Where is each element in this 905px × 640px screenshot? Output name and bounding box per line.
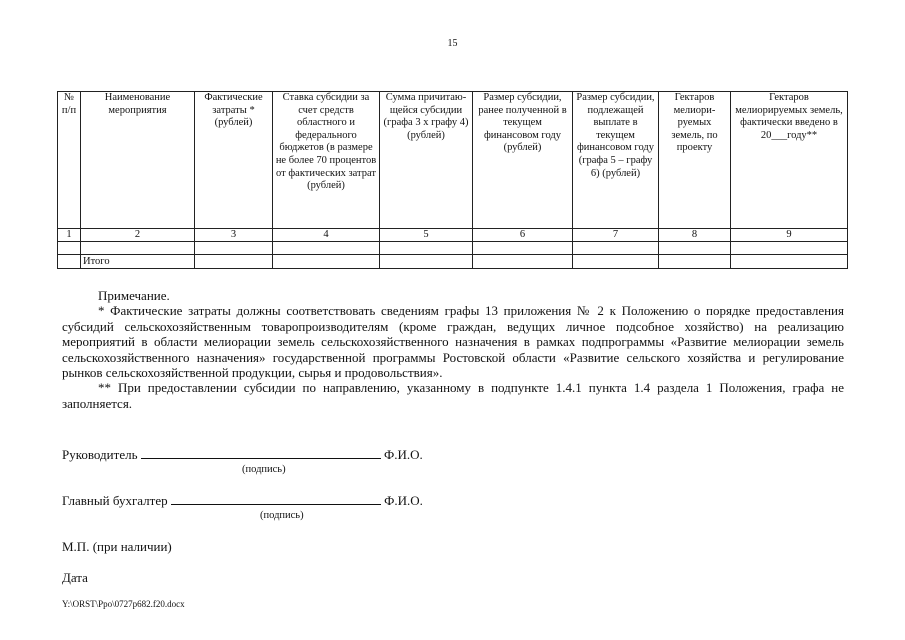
- header-cell: Размер субсидии, подлежащей выплате в текущем финансовом году (графа 5 – графу 6) (рублей): [573, 92, 659, 229]
- empty-cell: [659, 242, 731, 255]
- accountant-signature-hint: (подпись): [260, 510, 304, 521]
- accountant-fio: Ф.И.О.: [384, 493, 423, 508]
- head-signature-hint: (подпись): [242, 464, 286, 475]
- empty-cell: [273, 242, 380, 255]
- header-cell: Фактические затраты * (рублей): [195, 92, 273, 229]
- column-number: 8: [659, 229, 731, 242]
- empty-cell: [273, 255, 380, 269]
- empty-cell: [659, 255, 731, 269]
- column-number: 5: [380, 229, 473, 242]
- column-number: 9: [731, 229, 848, 242]
- subsidy-table: [57, 91, 848, 269]
- table-header-row: [58, 92, 848, 229]
- accountant-label: Главный бухгалтер: [62, 493, 168, 508]
- head-signature-field: [141, 446, 381, 459]
- empty-cell: [380, 255, 473, 269]
- head-fio: Ф.И.О.: [384, 447, 423, 462]
- page-number: 15: [447, 38, 458, 49]
- total-row: [58, 255, 848, 269]
- empty-cell: [473, 255, 573, 269]
- empty-cell: [731, 255, 848, 269]
- accountant-signature-field: [171, 492, 381, 505]
- empty-cell: [195, 255, 273, 269]
- empty-cell: [573, 242, 659, 255]
- column-number: 7: [573, 229, 659, 242]
- empty-cell: [58, 242, 81, 255]
- date-label: Дата: [62, 570, 88, 585]
- column-number: 4: [273, 229, 380, 242]
- total-label: Итого: [81, 255, 195, 269]
- empty-cell: [195, 242, 273, 255]
- note-1: * Фактические затраты должны соответствовать сведениям графы 13 приложения № 2 к Положению о порядке предоставления субсидий сельскохозяйственным товаропроизводителям (кроме граждан, ведущих личное подсобное хозяйство) на реализацию мероприятий в области мелиорации земель сельскохозяйственного назначения в рамках подпрограммы «Развитие мелиорации земель сельскохозяйственного назначения» государственной программы Ростовской области «Развитие сельского хозяйства и регулирование рынков сельскохозяйственной продукции, сырья и продовольствия».: [62, 303, 844, 381]
- header-cell: Наименование мероприятия: [81, 92, 195, 229]
- empty-cell: [473, 242, 573, 255]
- notes-heading: Примечание.: [98, 288, 170, 303]
- header-cell: Гектаров мелиори-руемых земель, по проекту: [659, 92, 731, 229]
- note-2: ** При предоставлении субсидии по направлению, указанному в подпункте 1.4.1 пункта 1.4 раздела 1 Положения, графа не заполняется.: [62, 380, 844, 411]
- empty-cell: [731, 242, 848, 255]
- header-cell: Сумма причитаю-щейся субсидии (графа 3 х графу 4) (рублей): [380, 92, 473, 229]
- column-number: 6: [473, 229, 573, 242]
- empty-cell: [573, 255, 659, 269]
- header-cell: № п/п: [58, 92, 81, 229]
- header-cell: Ставка субсидии за счет средств областного и федерального бюджетов (в размере не более 70 процентов от фактических затрат (рублей): [273, 92, 380, 229]
- header-cell: Размер субсидии, ранее полученной в текущем финансовом году (рублей): [473, 92, 573, 229]
- table-row: [58, 242, 848, 255]
- header-cell: Гектаров мелиорируемых земель, фактически введено в 20___году**: [731, 92, 848, 229]
- head-label: Руководитель: [62, 447, 138, 462]
- accountant-signature-line: [62, 492, 423, 509]
- column-number-row: [58, 229, 848, 242]
- footer-file-path: Y:\ORST\Ppo\0727p682.f20.docx: [62, 599, 185, 609]
- empty-cell: [81, 242, 195, 255]
- column-number: 2: [81, 229, 195, 242]
- head-signature-line: [62, 446, 423, 463]
- notes-section: [62, 288, 844, 411]
- empty-cell: [58, 255, 81, 269]
- column-number: 1: [58, 229, 81, 242]
- stamp-label: М.П. (при наличии): [62, 539, 172, 554]
- empty-cell: [380, 242, 473, 255]
- column-number: 3: [195, 229, 273, 242]
